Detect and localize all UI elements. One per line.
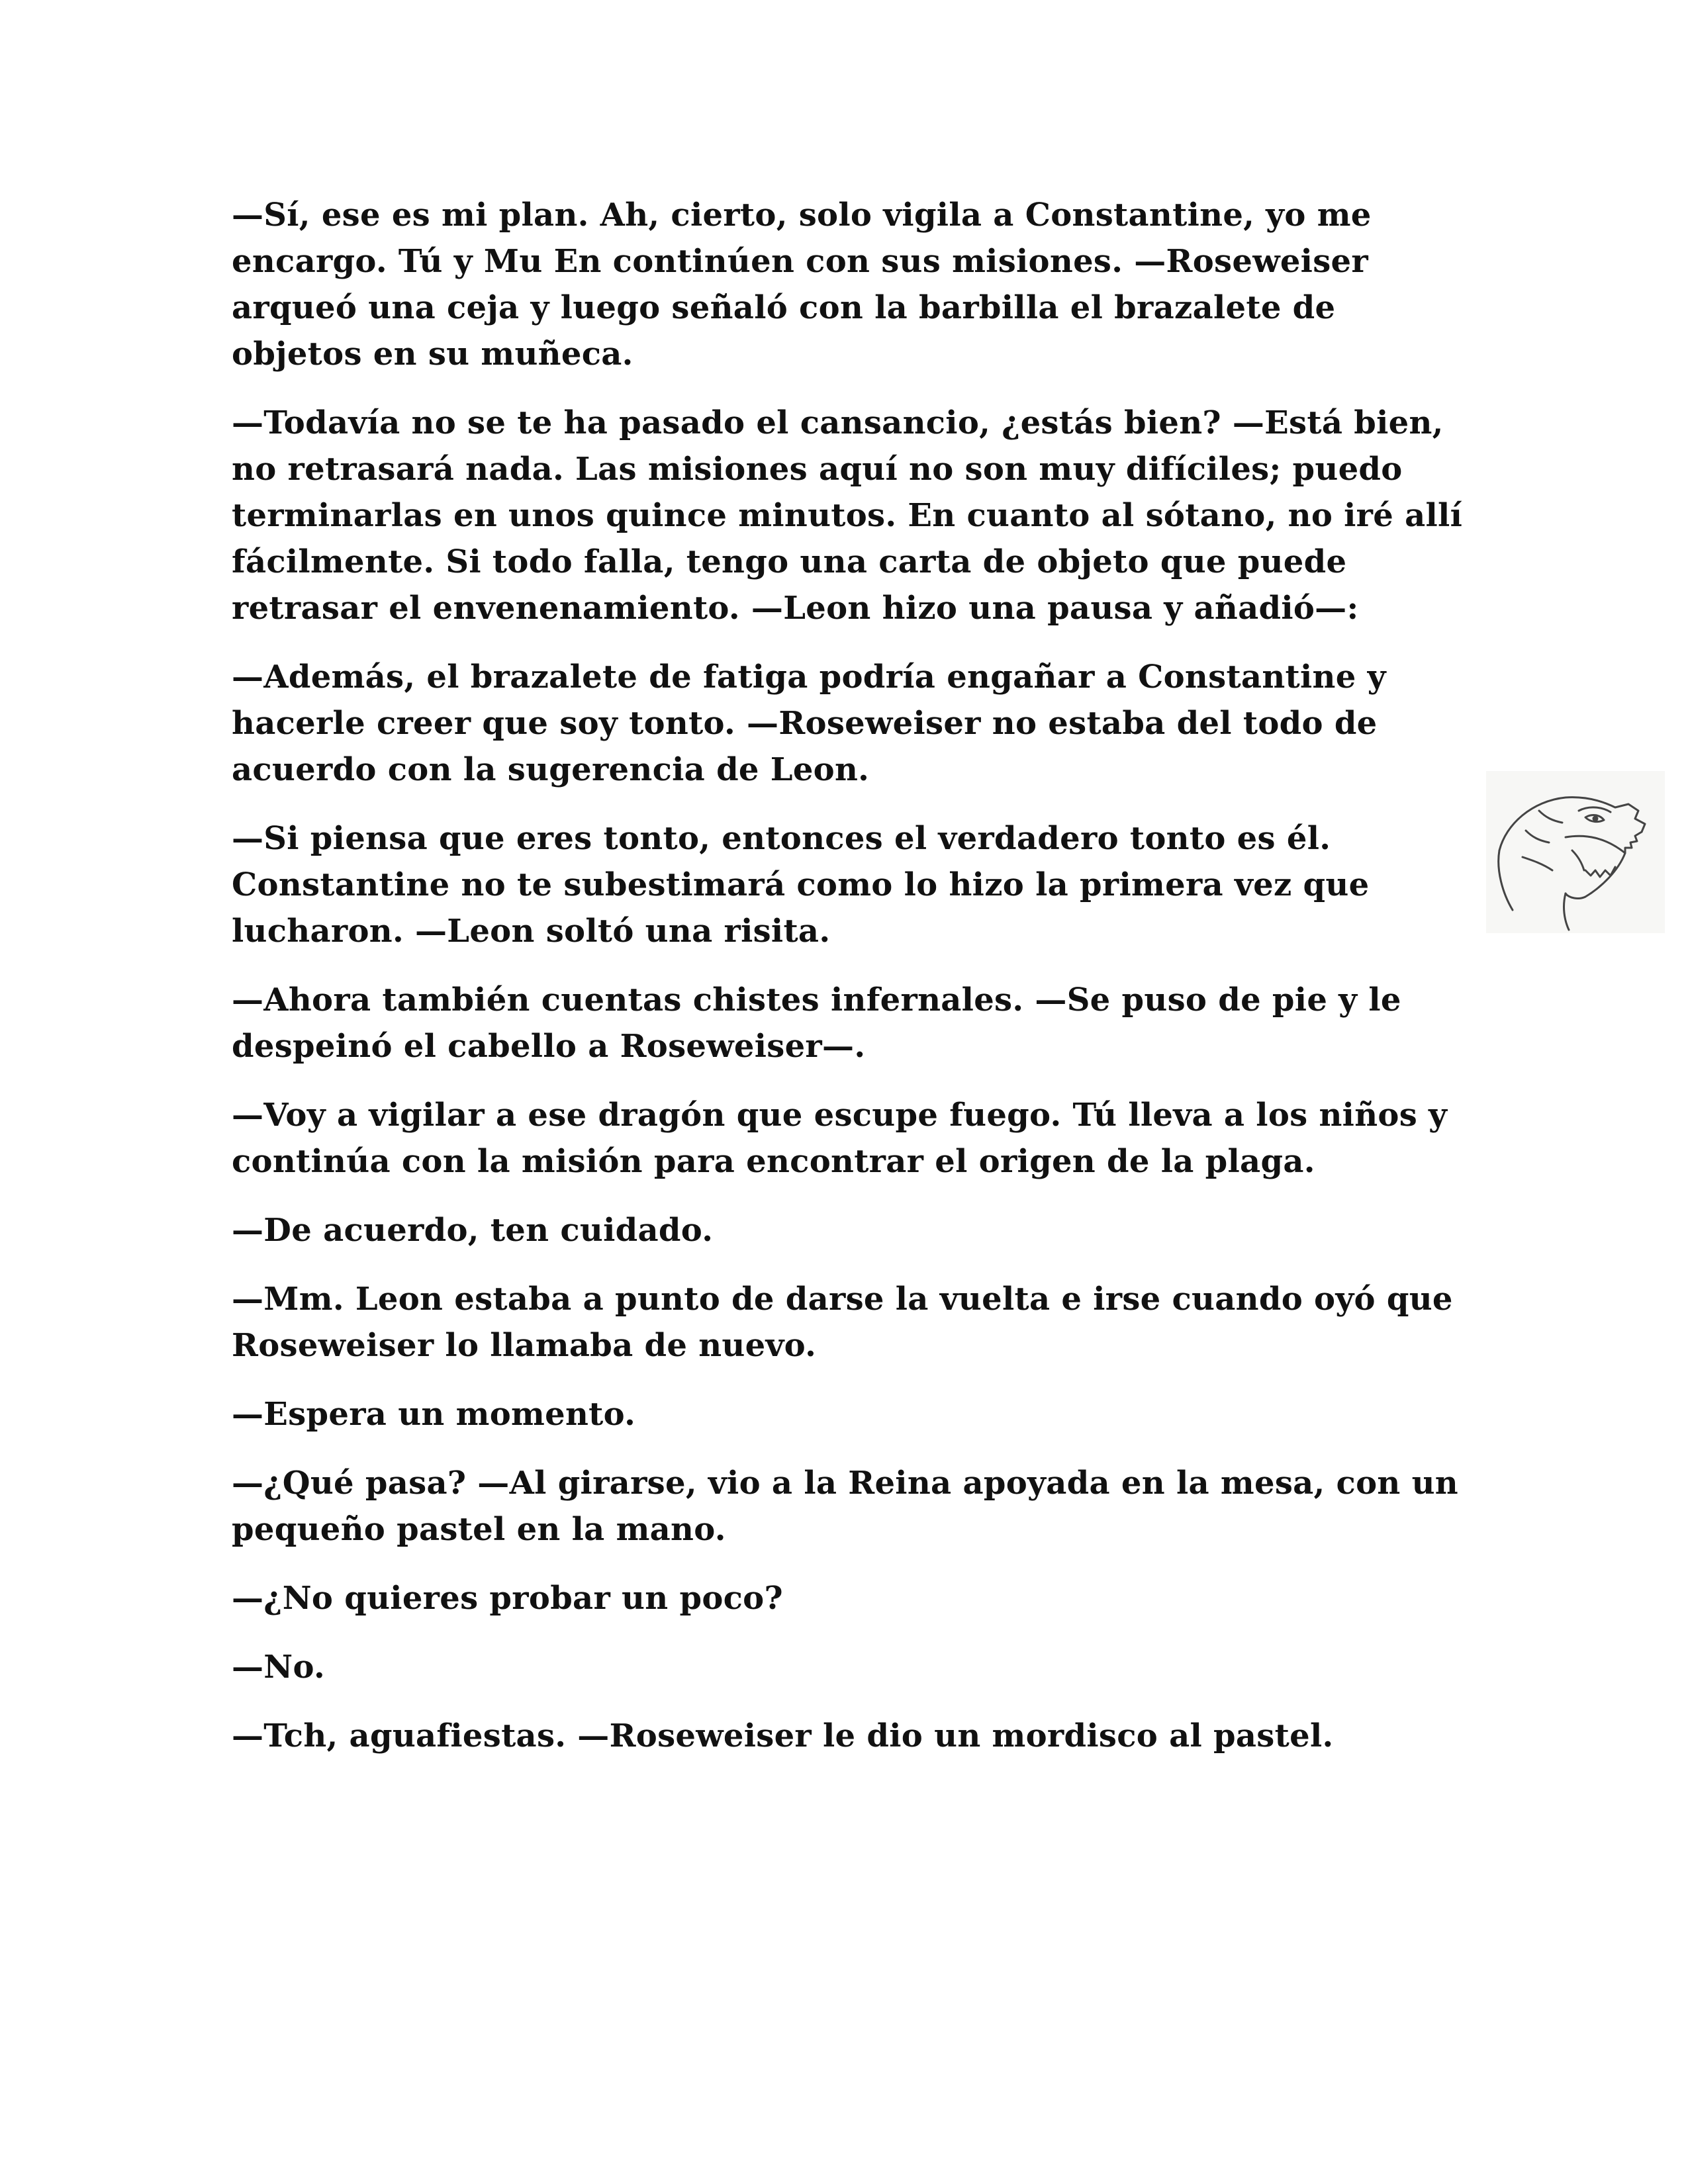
paragraph-1: —Sí, ese es mi plan. Ah, cierto, solo vigila a Constantine, yo me encargo. Tú y Mu En continúen con sus misiones. —Roseweiser arqueó una ceja y luego señaló con la barbilla el brazalete de objetos en su muñeca. (232, 197, 1372, 373)
paragraph-9: —Espera un momento. (232, 1396, 636, 1433)
paragraph-2: —Todavía no se te ha pasado el cansancio, ¿estás bien? —Está bien, no retrasará nada. Las misiones aquí no son muy difíciles; puedo terminarlas en unos quince minutos. En cuanto al sótano, no iré allí fácilmente. Si todo falla, tengo una carta de objeto que puede retrasar el envenenamiento. —Leon hizo una pausa y añadió—: (232, 404, 1463, 627)
paragraph-11: —¿No quieres probar un poco? (232, 1580, 783, 1617)
paragraph-3: —Además, el brazalete de fatiga podría engañar a Constantine y hacerle creer que soy tonto. —Roseweiser no estaba del todo de acuerdo con la sugerencia de Leon. (232, 659, 1386, 788)
paragraph-10: —¿Qué pasa? —Al girarse, vio a la Reina apoyada en la mesa, con un pequeño pastel en la mano. (232, 1465, 1459, 1548)
paragraph-13: —Tch, aguafiestas. —Roseweiser le dio un mordisco al pastel. (232, 1717, 1334, 1754)
paragraph-7: —De acuerdo, ten cuidado. (232, 1212, 714, 1249)
paragraph-12: —No. (232, 1649, 325, 1686)
paragraph-8: —Mm. Leon estaba a punto de darse la vuelta e irse cuando oyó que Roseweiser lo llamaba de nuevo. (232, 1281, 1453, 1364)
paragraph-6: —Voy a vigilar a ese dragón que escupe fuego. Tú lleva a los niños y continúa con la misión para encontrar el origen de la plaga. (232, 1097, 1448, 1180)
paragraph-5: —Ahora también cuentas chistes infernales. —Se puso de pie y le despeinó el cabello a Roseweiser—. (232, 981, 1401, 1065)
paragraph-4: —Si piensa que eres tonto, entonces el verdadero tonto es él. Constantine no te subestimará como lo hizo la primera vez que lucharon. —Leon soltó una risita. (232, 820, 1370, 950)
dinosaur-sketch-icon (1486, 771, 1665, 933)
story-text (232, 192, 1476, 1782)
